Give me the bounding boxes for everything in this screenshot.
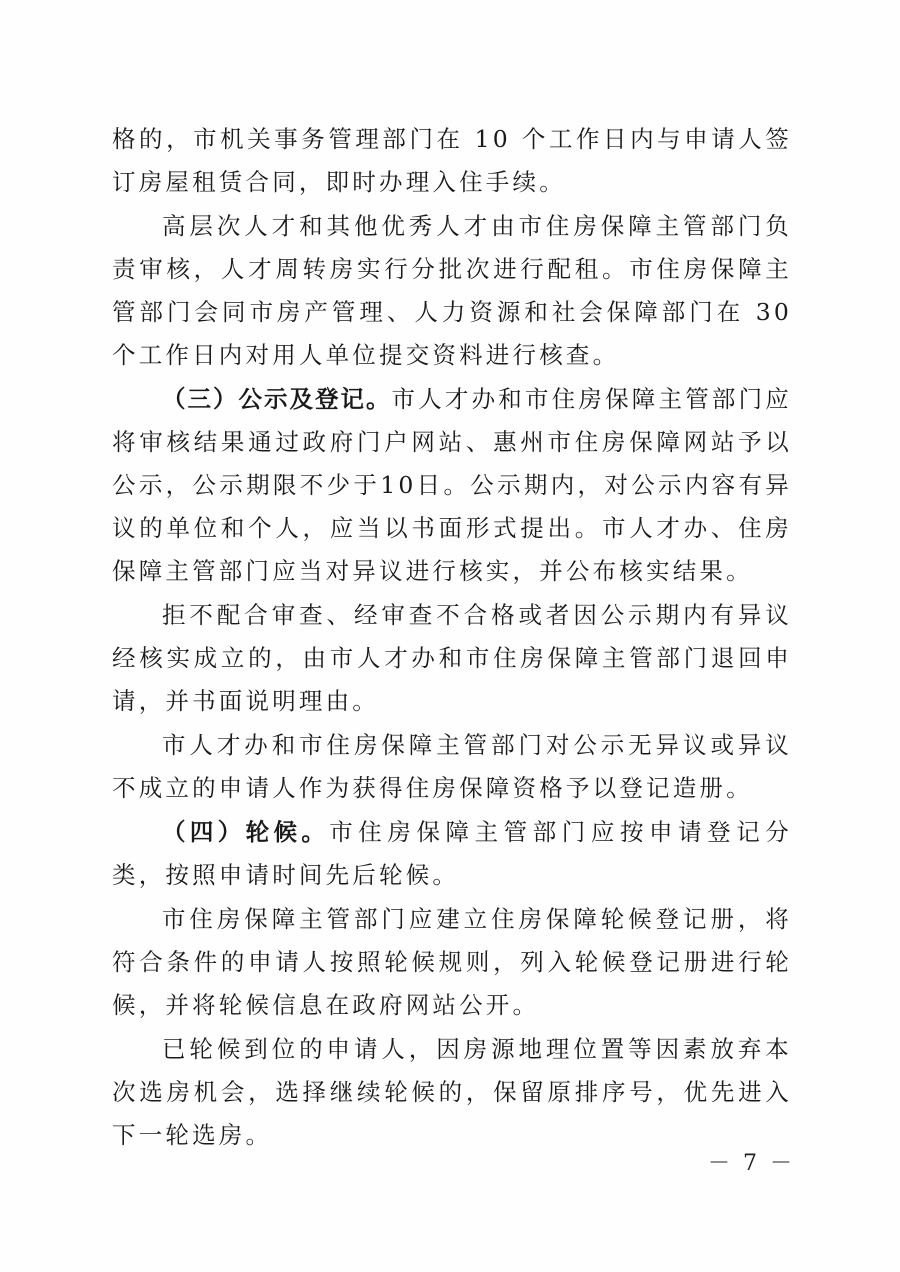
body-text xyxy=(112,118,792,1158)
paragraph-rejection xyxy=(112,594,792,723)
section-heading-waiting: （四）轮候。 xyxy=(162,818,330,846)
paragraph-continuation xyxy=(112,118,792,204)
section-heading-publicity: （三）公示及登记。 xyxy=(162,385,392,413)
paragraph-text: 拒不配合审查、经审查不合格或者因公示期内有异议经核实成立的，由市人才办和市住房保障主管部门退回申请，并书面说明理由。 xyxy=(112,601,792,715)
page-number: － 7 － xyxy=(708,1151,795,1176)
paragraph-waiting xyxy=(112,811,792,897)
paragraph-talent-review xyxy=(112,205,792,377)
paragraph-registration xyxy=(112,724,792,810)
paragraph-text: 高层次人才和其他优秀人才由市住房保障主管部门负责审核，人才周转房实行分批次进行配租。市住房保障主管部门会同市房产管理、人力资源和社会保障部门在 30 个工作日内对用人单位提交资料进行核查。 xyxy=(112,212,792,369)
paragraph-publicity-registration xyxy=(112,378,792,593)
paragraph-text: 格的，市机关事务管理部门在 10 个工作日内与申请人签订房屋租赁合同，即时办理入住手续。 xyxy=(112,125,792,196)
paragraph-text: 市人才办和市住房保障主管部门对公示无异议或异议不成立的申请人作为获得住房保障资格予以登记造册。 xyxy=(112,731,792,802)
paragraph-text: 市人才办和市住房保障主管部门应将审核结果通过政府门户网站、惠州市住房保障网站予以公示，公示期限不少于10日。公示期内，对公示内容有异议的单位和个人，应当以书面形式提出。市人才办、住房保障主管部门应当对异议进行核实，并公布核实结果。 xyxy=(112,385,792,585)
paragraph-text: 市住房保障主管部门应建立住房保障轮候登记册，将符合条件的申请人按照轮候规则，列入轮候登记册进行轮候，并将轮候信息在政府网站公开。 xyxy=(112,905,792,1019)
paragraph-waiting-register xyxy=(112,898,792,1027)
paragraph-selection xyxy=(112,1028,792,1157)
paragraph-text: 已轮候到位的申请人，因房源地理位置等因素放弃本次选房机会，选择继续轮候的，保留原排序号，优先进入下一轮选房。 xyxy=(112,1035,792,1149)
paragraph-text: 市住房保障主管部门应按申请登记分类，按照申请时间先后轮候。 xyxy=(112,818,793,889)
